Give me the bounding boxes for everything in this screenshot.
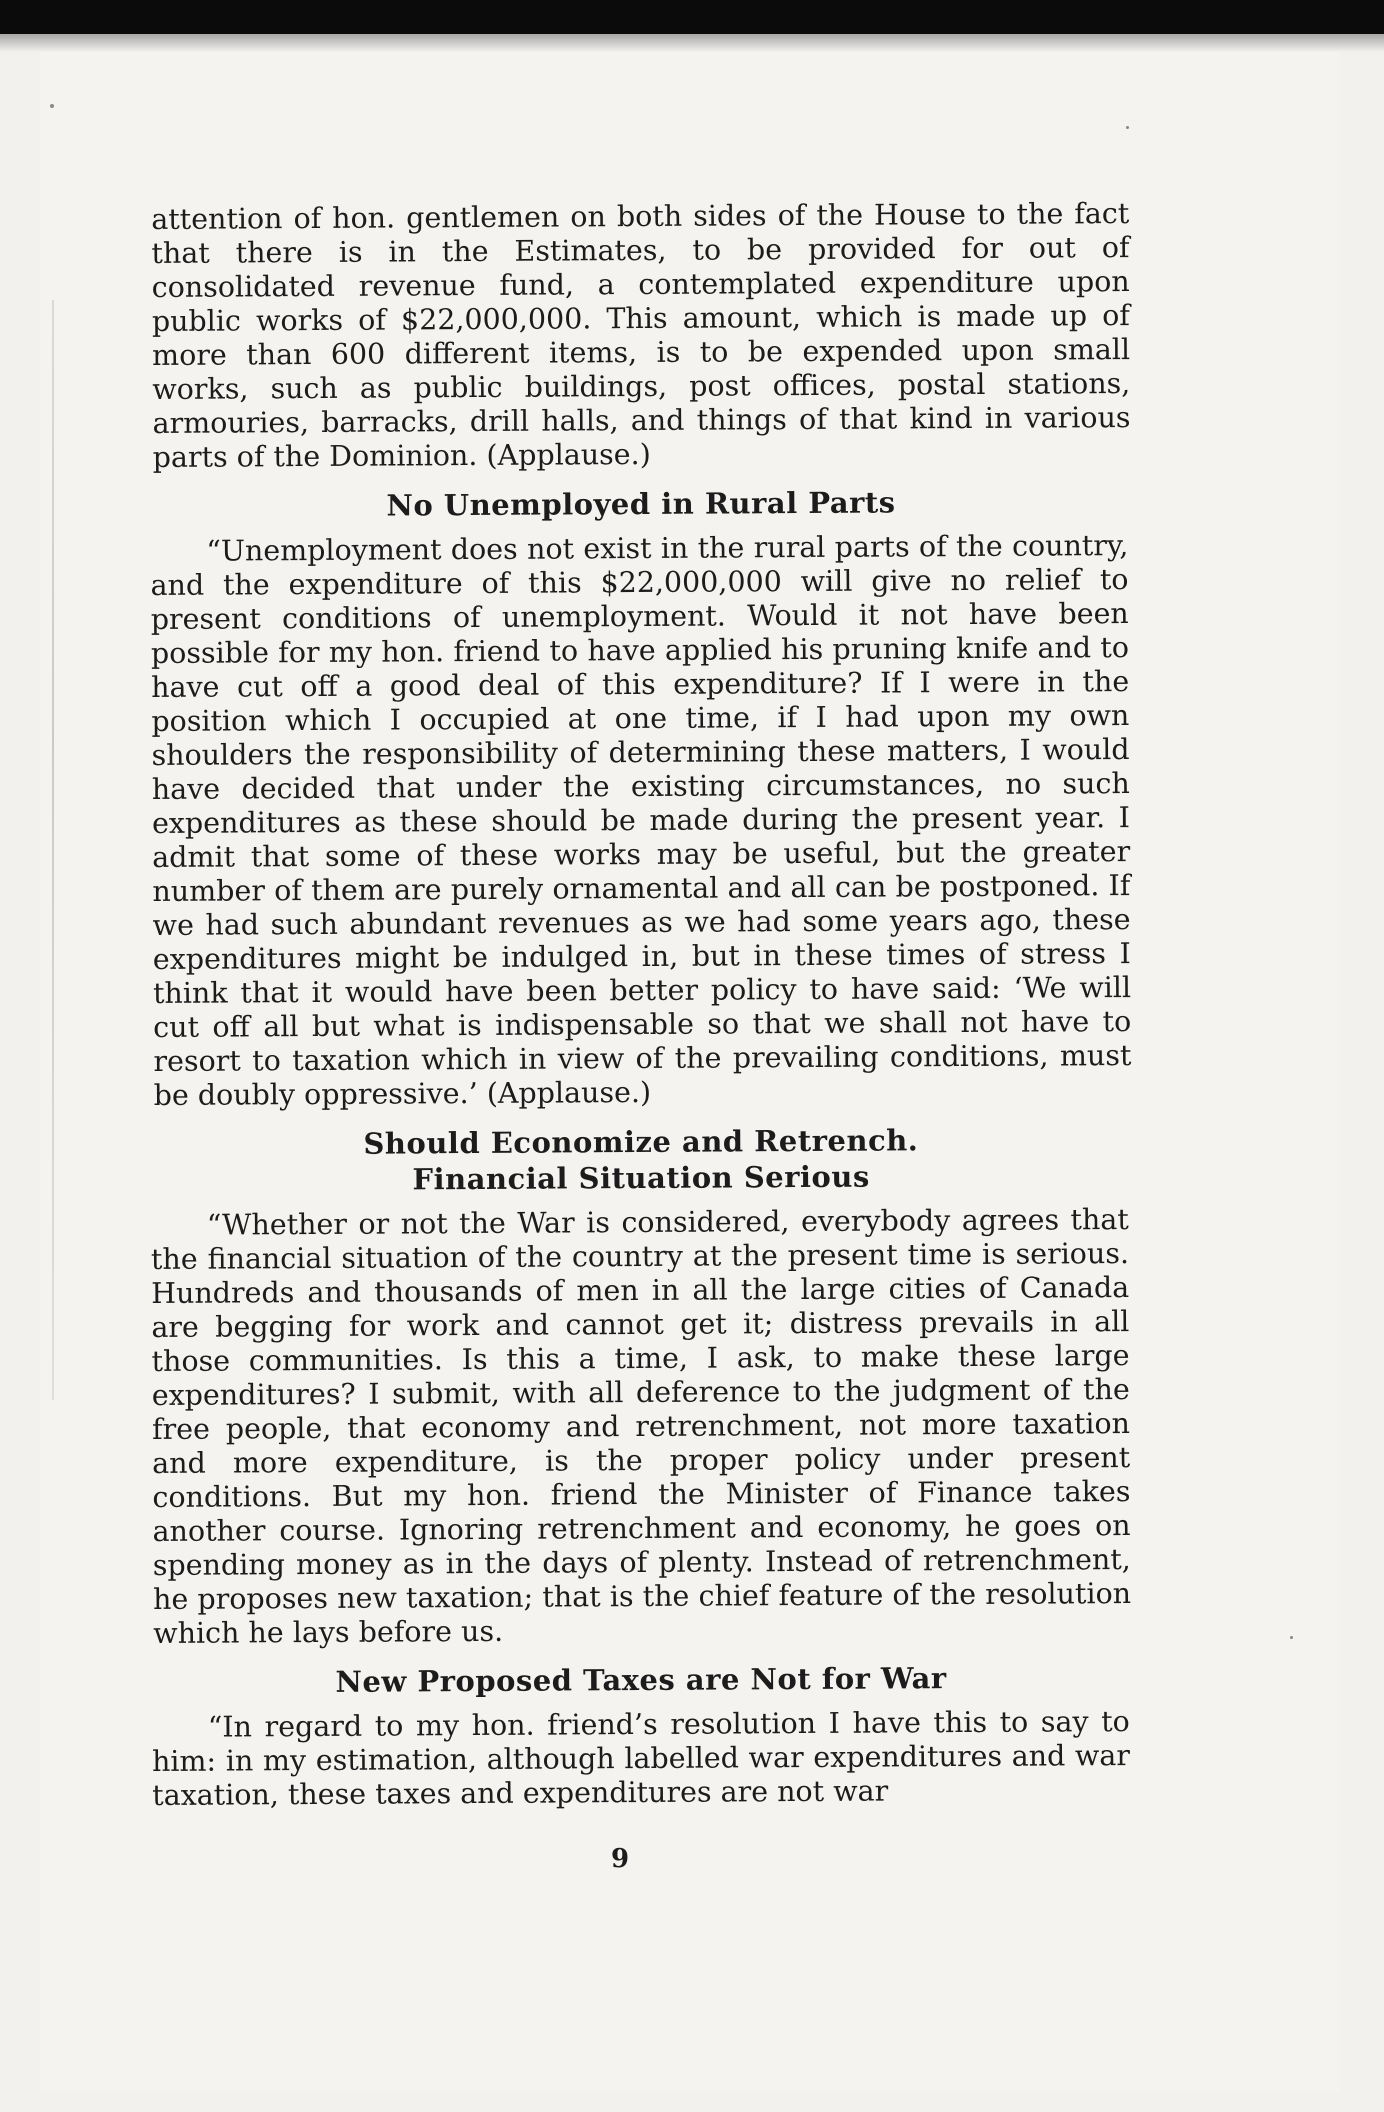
body-text: [150, 197, 1132, 1812]
scan-top-shadow: [0, 34, 1384, 52]
scan-speck: [1290, 1636, 1293, 1639]
paragraph: “Whether or not the War is considered, everybody agrees that the financial situation of the country at the present time is serious. Hundreds and thousands of men in all the large cities of Canada are begging for work and cannot get it; distress prevails in all those communities. Is this a time, I ask, to make these large expenditures? I submit, with all deference to the judgment of the free people, that economy and retrenchment, not more taxation and more expenditure, is the proper policy under present conditions. But my hon. friend the Minister of Finance takes another course. Ignoring retrenchment and economy, he goes on spending money as in the days of plenty. Instead of retrenchment, he proposes new taxation; that is the chief feature of the resolution which he lays before us.: [150, 1203, 1132, 1650]
section-heading-line: Financial Situation Serious: [412, 1159, 870, 1197]
scan-speck: [1126, 126, 1129, 129]
scan-left-mark: [52, 300, 54, 1400]
paragraph: attention of hon. gentlemen on both sides of the House to the fact that there is in the Estimates, to be provided for out of consolidated revenue fund, a contemplated expenditure upon public works of $22,000,000. This amount, which is made up of more than 600 different items, is to be expended upon small works, such as public buildings, post offices, postal stations, armouries, barracks, drill halls, and things of that kind in various parts of the Dominion. (Applause.): [151, 197, 1131, 474]
scan-top-border: [0, 0, 1384, 34]
page-number: 9: [610, 1844, 630, 1874]
paragraph: “Unemployment does not exist in the rural parts of the country, and the expenditure of this $22,000,000 will give no relief to present conditions of unemployment. Would it not have been possible for my hon. friend to have applied his pruning knife and to have cut off a good deal of this expenditure? If I were in the position which I occupied at one time, if I had upon my own shoulders the responsibility of determining these matters, I would have decided that under the existing circumstances, no such expenditures as these should be made during the present year. I admit that some of these works may be useful, but the greater number of them are purely ornamental and all can be postponed. If we had such abundant revenues as we had some years ago, these expenditures might be indulged in, but in these times of stress I think that it would have been better policy to have said: ‘We will cut off all but what is indispensable so that we shall not have to resort to taxation which in view of the prevailing conditions, must be doubly oppressive.’ (Applause.): [150, 529, 1132, 1112]
scan-speck: [50, 104, 54, 108]
paragraph: “In regard to my hon. friend’s resolution I have this to say to him: in my estimation, although labelled war expenditures and war taxation, these taxes and expenditures are not war: [151, 1705, 1131, 1812]
section-heading-line: Should Economize and Retrench.: [363, 1123, 919, 1161]
section-heading: No Unemployed in Rural Parts: [386, 485, 896, 523]
section-heading: New Proposed Taxes are Not for War: [335, 1661, 947, 1699]
section-heading: [152, 1121, 1130, 1199]
